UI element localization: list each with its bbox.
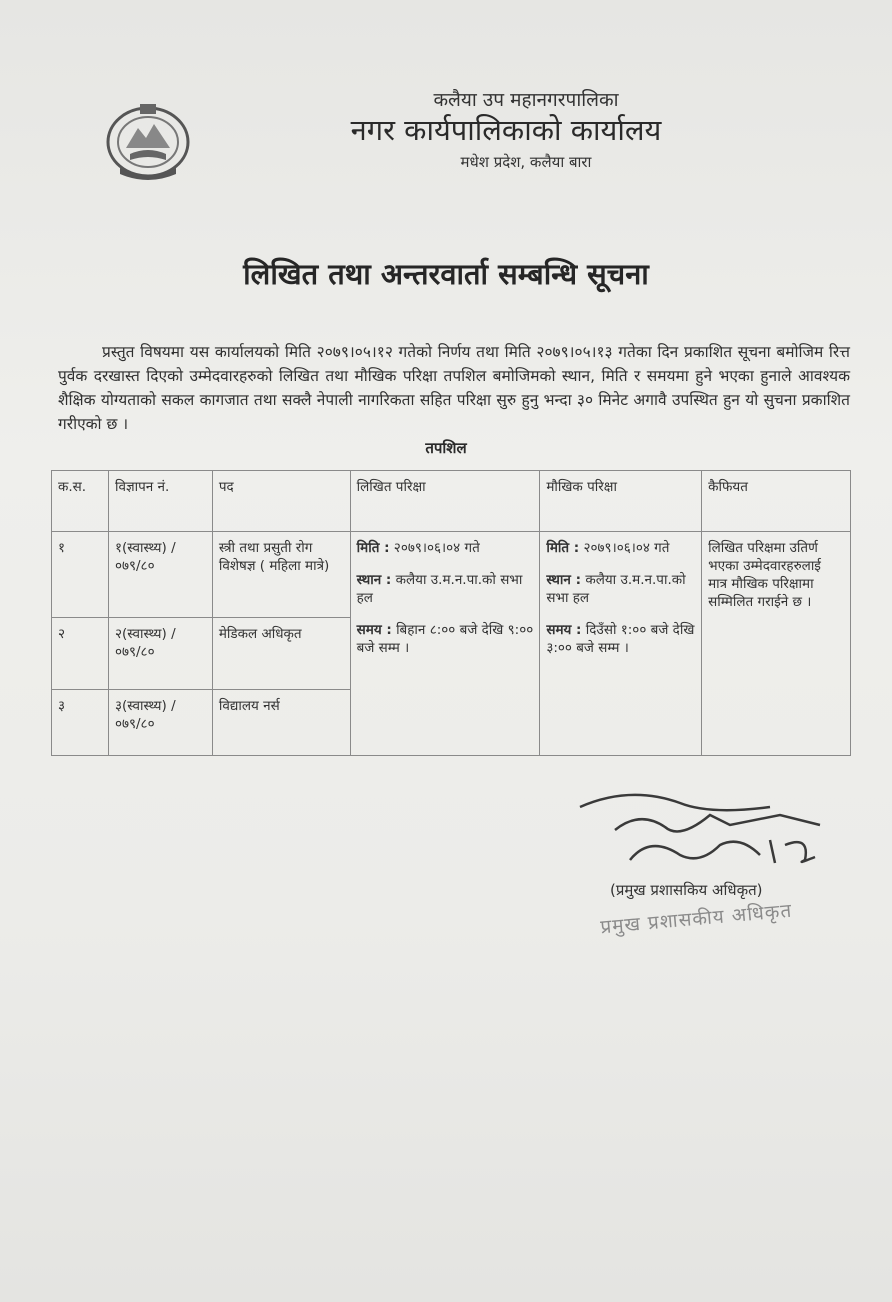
office-name: नगर कार्यपालिकाको कार्यालय: [350, 113, 662, 147]
notice-title: लिखित तथा अन्तरवार्ता सम्बन्धि सूचना: [243, 257, 649, 291]
tapasil-heading: तपशिल: [425, 439, 467, 457]
remarks-cell: लिखित परिक्षमा उतिर्ण भएका उम्मेदवारहरुलाई मात्र मौखिक परिक्षामा सम्मिलित गराईने छ ।: [702, 532, 851, 756]
header-remarks: कैफियत: [702, 471, 851, 532]
schedule-table: [51, 470, 851, 756]
header-written-exam: लिखित परिक्षा: [350, 471, 540, 532]
row-ad-no: १(स्वास्थ्य) /०७९/८०: [108, 532, 212, 618]
oral-date-label: मिति :: [546, 540, 580, 556]
row-post: मेडिकल अधिकृत: [212, 618, 350, 690]
office-address: मधेश प्रदेश, कलैया बारा: [460, 153, 592, 171]
row-ad-no: ३(स्वास्थ्य) /०७९/८०: [108, 690, 212, 756]
oral-time-label: समय :: [546, 622, 582, 638]
written-time: बिहान ८:०० बजे देखि ९:०० बजे सम्म ।: [356, 622, 534, 656]
row-post: विद्यालय नर्स: [212, 690, 350, 756]
row-post: स्त्री तथा प्रसुती रोग विशेषज्ञ ( महिला मात्रे): [212, 532, 350, 618]
municipality-name: कलैया उप महानगरपालिका: [433, 89, 619, 111]
signatory-title: (प्रमुख प्रशासकिय अधिकृत): [610, 881, 763, 899]
row-sn: ३: [52, 690, 109, 756]
official-stamp: प्रमुख प्रशासकीय अधिकृत: [599, 899, 794, 939]
row-ad-no: २(स्वास्थ्य) /०७९/८०: [108, 618, 212, 690]
written-date-label: मिति :: [356, 540, 390, 556]
written-time-label: समय :: [356, 622, 392, 638]
table-header-row: [52, 471, 851, 532]
written-place: कलैया उ.म.न.पा.को सभा हल: [356, 572, 523, 606]
oral-place-label: स्थान :: [546, 572, 582, 588]
header-oral-exam: मौखिक परिक्षा: [540, 471, 702, 532]
oral-time: दिउँसो १:०० बजे देखि ३:०० बजे सम्म ।: [546, 622, 695, 656]
written-exam-details: [350, 532, 540, 756]
written-place-label: स्थान :: [356, 572, 392, 588]
row-sn: २: [52, 618, 109, 690]
written-date: २०७९।०६।०४ गते: [393, 540, 480, 556]
header-sn: क.स.: [52, 471, 109, 532]
header-post: पद: [212, 471, 350, 532]
header-ad-no: विज्ञापन नं.: [108, 471, 212, 532]
oral-place: कलैया उ.म.न.पा.को सभा हल: [546, 572, 686, 606]
notice-paragraph: प्रस्तुत विषयमा यस कार्यालयको मिति २०७९।०५।१२ गतेको निर्णय तथा मिति २०७९।०५।१३ गतेका दिन प्रकाशित सूचना बमोजिम रित्त पुर्वक दरखास्त दिएको उम्मेदवारहरुको लिखित तथा मौखिक परिक्षा तपशिल बमोजिमको स्थान, मिति र समयमा हुने भएका हुनाले आवश्यक शैक्षिक योग्यताको सकल कागजात तथा सक्लै नेपाली नागरिकता सहित परिक्षा सुरु हुनु भन्दा ३० मिनेट अगावै उपस्थित हुन यो सुचना प्रकाशित गरीएको छ ।: [58, 343, 850, 433]
handwritten-signature: [570, 785, 840, 875]
table-row: [52, 532, 851, 618]
oral-exam-details: [540, 532, 702, 756]
oral-date: २०७९।०६।०४ गते: [583, 540, 670, 556]
row-sn: १: [52, 532, 109, 618]
